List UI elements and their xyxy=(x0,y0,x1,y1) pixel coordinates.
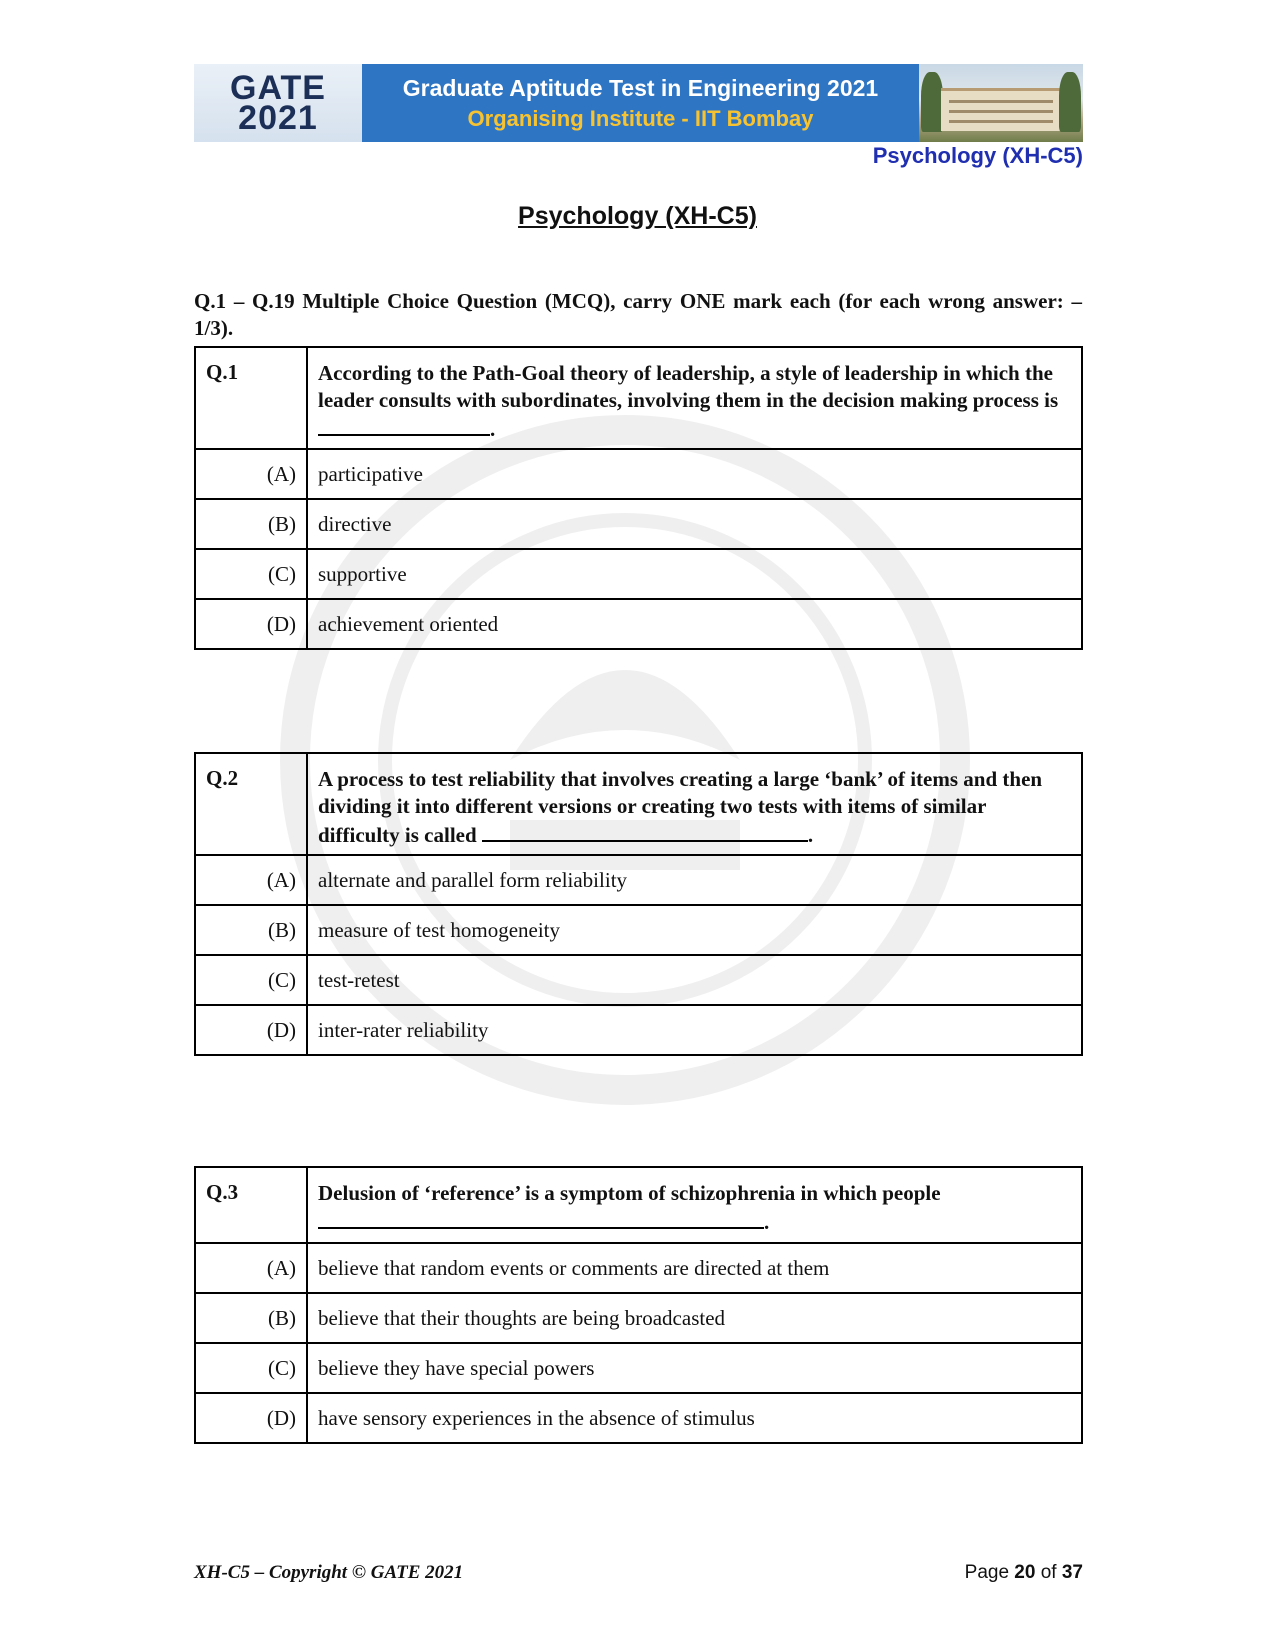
banner-text xyxy=(362,64,919,142)
logo-line2: 2021 xyxy=(238,99,318,137)
option-row xyxy=(195,499,1082,549)
option-label: (D) xyxy=(195,1393,307,1443)
option-row xyxy=(195,1243,1082,1293)
option-label: (B) xyxy=(195,1293,307,1343)
option-row xyxy=(195,1393,1082,1443)
page-current: 20 xyxy=(1014,1562,1036,1583)
option-row xyxy=(195,955,1082,1005)
question-number: Q.3 xyxy=(195,1167,307,1243)
option-text: inter-rater reliability xyxy=(307,1005,1082,1055)
question-row xyxy=(195,1167,1082,1243)
option-text: supportive xyxy=(307,549,1082,599)
gate-logo xyxy=(194,64,362,142)
question-stem xyxy=(307,753,1082,855)
question-row xyxy=(195,753,1082,855)
logo-line1: GATE xyxy=(230,69,326,107)
question-stem xyxy=(307,1167,1082,1243)
subject-tag: Psychology (XH-C5) xyxy=(872,143,1083,168)
option-label: (C) xyxy=(195,1343,307,1393)
option-row xyxy=(195,599,1082,649)
stem-end: . xyxy=(490,417,496,441)
option-row xyxy=(195,905,1082,955)
page-title xyxy=(0,202,1275,231)
question-number: Q.2 xyxy=(195,753,307,855)
question-table-q2 xyxy=(194,752,1083,1056)
question-number: Q.1 xyxy=(195,347,307,449)
option-label: (B) xyxy=(195,499,307,549)
answer-blank xyxy=(318,1207,764,1229)
answer-blank xyxy=(318,414,490,436)
option-text: alternate and parallel form reliability xyxy=(307,855,1082,905)
option-row xyxy=(195,549,1082,599)
option-text: believe that their thoughts are being broadcasted xyxy=(307,1293,1082,1343)
stem-end: . xyxy=(764,1210,770,1234)
question-row xyxy=(195,347,1082,449)
banner-title: Graduate Aptitude Test in Engineering 2021 xyxy=(402,74,879,101)
option-text: achievement oriented xyxy=(307,599,1082,649)
header-banner xyxy=(194,64,1083,142)
question-stem-text: A process to test reliability that involves creating a large ‘bank’ of items and then dividing it into different versions or creating two tests with items of similar difficulty is called xyxy=(318,767,1043,847)
option-row xyxy=(195,855,1082,905)
option-label: (D) xyxy=(195,1005,307,1055)
option-text: directive xyxy=(307,499,1082,549)
page-title-text: Psychology (XH-C5) xyxy=(518,202,757,230)
section-instructions: Q.1 – Q.19 Multiple Choice Question (MCQ), carry ONE mark each (for each wrong answer: – 1/3). xyxy=(194,289,1082,340)
option-label: (A) xyxy=(195,855,307,905)
option-label: (C) xyxy=(195,955,307,1005)
option-text: believe that random events or comments are directed at them xyxy=(307,1243,1082,1293)
page-total: 37 xyxy=(1061,1562,1083,1583)
footer-page-number xyxy=(965,1562,1083,1584)
option-text: test-retest xyxy=(307,955,1082,1005)
answer-blank xyxy=(482,820,808,842)
option-text: participative xyxy=(307,449,1082,499)
option-row xyxy=(195,1005,1082,1055)
option-row xyxy=(195,1293,1082,1343)
option-text: have sensory experiences in the absence of stimulus xyxy=(307,1393,1082,1443)
institute-building-image xyxy=(919,64,1083,142)
question-table-q1 xyxy=(194,346,1083,650)
question-table-q3 xyxy=(194,1166,1083,1444)
option-label: (D) xyxy=(195,599,307,649)
question-stem-text: According to the Path-Goal theory of leadership, a style of leadership in which the leader consults with subordinates, involving them in the decision making process is xyxy=(318,361,1059,412)
option-row xyxy=(195,1343,1082,1393)
option-row xyxy=(195,449,1082,499)
option-text: measure of test homogeneity xyxy=(307,905,1082,955)
option-label: (A) xyxy=(195,449,307,499)
option-label: (A) xyxy=(195,1243,307,1293)
option-label: (C) xyxy=(195,549,307,599)
stem-end: . xyxy=(807,823,814,847)
footer-copyright: XH-C5 – Copyright © GATE 2021 xyxy=(194,1562,464,1583)
option-text: believe they have special powers xyxy=(307,1343,1082,1393)
option-label: (B) xyxy=(195,905,307,955)
question-stem-text: Delusion of ‘reference’ is a symptom of schizophrenia in which people xyxy=(318,1181,941,1205)
page-prefix: Page xyxy=(964,1562,1010,1583)
page-sep: of xyxy=(1040,1562,1057,1583)
question-stem xyxy=(307,347,1082,449)
banner-subtitle: Organising Institute - IIT Bombay xyxy=(467,105,814,131)
